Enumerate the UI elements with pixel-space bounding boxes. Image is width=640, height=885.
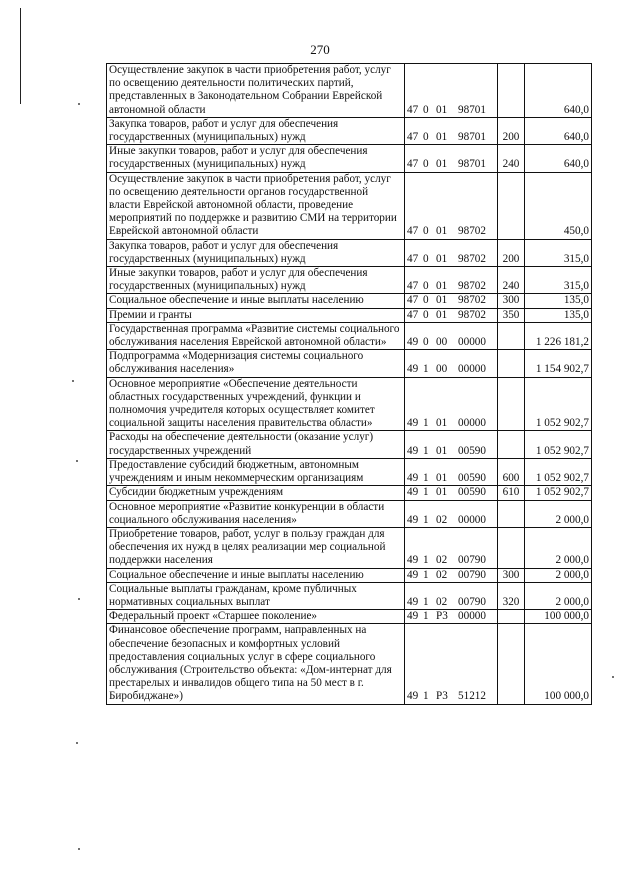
table-row bbox=[107, 624, 592, 704]
code-part: 1 bbox=[423, 513, 429, 526]
code-part: 00 bbox=[436, 363, 448, 376]
table-row bbox=[107, 458, 592, 485]
code-part: P3 bbox=[436, 610, 448, 623]
row-sum-cell: 135,0 bbox=[525, 294, 592, 308]
code-part: 0 bbox=[423, 131, 429, 144]
code-part: 00000 bbox=[458, 363, 486, 376]
code-part: 49 bbox=[407, 690, 419, 703]
row-expense-type-cell: 200 bbox=[498, 239, 525, 266]
row-expense-type-cell bbox=[498, 64, 525, 118]
code-part: 0 bbox=[423, 252, 429, 265]
code-part: P3 bbox=[436, 690, 448, 703]
scan-speck bbox=[76, 460, 78, 462]
table-row bbox=[107, 431, 592, 458]
code-part: 00000 bbox=[458, 513, 486, 526]
row-expense-type-cell bbox=[498, 350, 525, 377]
code-part: 1 bbox=[423, 610, 429, 623]
row-expense-type-cell bbox=[498, 527, 525, 568]
table-row bbox=[107, 294, 592, 308]
row-expense-type-cell bbox=[498, 624, 525, 704]
code-part: 01 bbox=[436, 103, 448, 116]
code-part: 98702 bbox=[458, 308, 486, 321]
code-part: 1 bbox=[423, 444, 429, 457]
code-part: 49 bbox=[407, 444, 419, 457]
code-part: 98701 bbox=[458, 131, 486, 144]
row-name-cell: Закупка товаров, работ и услуг для обеспечения государственных (муниципальных) нужд bbox=[107, 117, 405, 144]
row-name-cell: Основное мероприятие «Обеспечение деятельности областных государственных учреждений, функции и полномочия учредителя которых осуществляет комитет социальной защиты населения правительства области» bbox=[107, 377, 405, 431]
code-part: 98701 bbox=[458, 158, 486, 171]
code-part: 49 bbox=[407, 595, 419, 608]
code-part: 1 bbox=[423, 363, 429, 376]
table-row bbox=[107, 527, 592, 568]
row-name-cell: Иные закупки товаров, работ и услуг для обеспечения государственных (муниципальных) нужд bbox=[107, 267, 405, 294]
row-code-cell bbox=[405, 145, 498, 172]
row-name-cell: Государственная программа «Развитие системы социального обслуживания населения Еврейской автономной области» bbox=[107, 322, 405, 349]
row-sum-cell: 100 000,0 bbox=[525, 624, 592, 704]
code-part: 01 bbox=[436, 444, 448, 457]
row-name-cell: Закупка товаров, работ и услуг для обеспечения государственных (муниципальных) нужд bbox=[107, 239, 405, 266]
code-part: 1 bbox=[423, 472, 429, 485]
row-name-cell: Премии и гранты bbox=[107, 308, 405, 322]
code-part: 1 bbox=[423, 417, 429, 430]
code-part: 1 bbox=[423, 690, 429, 703]
table-row bbox=[107, 486, 592, 500]
code-part: 00590 bbox=[458, 486, 486, 499]
row-code-cell bbox=[405, 582, 498, 609]
scan-speck bbox=[612, 676, 614, 678]
table-row bbox=[107, 117, 592, 144]
table-row bbox=[107, 145, 592, 172]
code-part: 01 bbox=[436, 417, 448, 430]
code-part: 49 bbox=[407, 568, 419, 581]
code-part: 98702 bbox=[458, 294, 486, 307]
row-sum-cell: 450,0 bbox=[525, 172, 592, 239]
code-part: 01 bbox=[436, 486, 448, 499]
code-part: 01 bbox=[436, 252, 448, 265]
row-sum-cell: 315,0 bbox=[525, 267, 592, 294]
row-code-cell bbox=[405, 322, 498, 349]
row-name-cell: Расходы на обеспечение деятельности (оказание услуг) государственных учреждений bbox=[107, 431, 405, 458]
row-expense-type-cell bbox=[498, 610, 525, 624]
row-expense-type-cell bbox=[498, 322, 525, 349]
row-sum-cell: 640,0 bbox=[525, 64, 592, 118]
row-name-cell: Приобретение товаров, работ, услуг в пользу граждан для обеспечения их нужд в целях реализации мер социальной поддержки населения bbox=[107, 527, 405, 568]
row-code-cell bbox=[405, 458, 498, 485]
row-name-cell: Социальные выплаты гражданам, кроме публичных нормативных социальных выплат bbox=[107, 582, 405, 609]
row-code-cell bbox=[405, 431, 498, 458]
table-row bbox=[107, 322, 592, 349]
code-part: 47 bbox=[407, 252, 419, 265]
row-code-cell bbox=[405, 308, 498, 322]
row-sum-cell: 640,0 bbox=[525, 117, 592, 144]
code-part: 1 bbox=[423, 554, 429, 567]
row-expense-type-cell bbox=[498, 431, 525, 458]
code-part: 02 bbox=[436, 595, 448, 608]
code-part: 01 bbox=[436, 308, 448, 321]
row-expense-type-cell bbox=[498, 377, 525, 431]
code-part: 49 bbox=[407, 486, 419, 499]
row-code-cell bbox=[405, 294, 498, 308]
table-row bbox=[107, 610, 592, 624]
row-code-cell bbox=[405, 239, 498, 266]
code-part: 00790 bbox=[458, 554, 486, 567]
table-row bbox=[107, 308, 592, 322]
row-expense-type-cell: 350 bbox=[498, 308, 525, 322]
row-sum-cell: 640,0 bbox=[525, 145, 592, 172]
row-code-cell bbox=[405, 267, 498, 294]
code-part: 0 bbox=[423, 308, 429, 321]
row-name-cell: Социальное обеспечение и иные выплаты населению bbox=[107, 568, 405, 582]
code-part: 0 bbox=[423, 280, 429, 293]
table-row bbox=[107, 172, 592, 239]
row-name-cell: Предоставление субсидий бюджетным, автономным учреждениям и иным некоммерческим организациям bbox=[107, 458, 405, 485]
row-code-cell bbox=[405, 350, 498, 377]
scan-speck bbox=[78, 103, 80, 105]
row-name-cell: Субсидии бюджетным учреждениям bbox=[107, 486, 405, 500]
row-sum-cell: 2 000,0 bbox=[525, 568, 592, 582]
row-sum-cell: 2 000,0 bbox=[525, 500, 592, 527]
code-part: 02 bbox=[436, 554, 448, 567]
code-part: 49 bbox=[407, 336, 419, 349]
scan-speck bbox=[72, 380, 74, 382]
code-part: 00000 bbox=[458, 610, 486, 623]
row-name-cell: Осуществление закупок в части приобретения работ, услуг по освещению деятельности политических партий, представленных в Законодательном Собрании Еврейской автономной области bbox=[107, 64, 405, 118]
row-sum-cell: 315,0 bbox=[525, 239, 592, 266]
row-expense-type-cell: 240 bbox=[498, 267, 525, 294]
table-row bbox=[107, 239, 592, 266]
code-part: 98702 bbox=[458, 225, 486, 238]
row-sum-cell: 1 154 902,7 bbox=[525, 350, 592, 377]
table-row bbox=[107, 582, 592, 609]
code-part: 01 bbox=[436, 280, 448, 293]
row-code-cell bbox=[405, 500, 498, 527]
row-sum-cell: 2 000,0 bbox=[525, 582, 592, 609]
row-code-cell bbox=[405, 377, 498, 431]
row-code-cell bbox=[405, 64, 498, 118]
code-part: 00790 bbox=[458, 595, 486, 608]
code-part: 1 bbox=[423, 568, 429, 581]
code-part: 49 bbox=[407, 363, 419, 376]
row-name-cell: Социальное обеспечение и иные выплаты населению bbox=[107, 294, 405, 308]
row-sum-cell: 1 052 902,7 bbox=[525, 431, 592, 458]
code-part: 49 bbox=[407, 513, 419, 526]
code-part: 0 bbox=[423, 158, 429, 171]
code-part: 49 bbox=[407, 610, 419, 623]
row-sum-cell: 100 000,0 bbox=[525, 610, 592, 624]
table-row bbox=[107, 350, 592, 377]
code-part: 49 bbox=[407, 417, 419, 430]
row-name-cell: Подпрограмма «Модернизация системы социального обслуживания населения» bbox=[107, 350, 405, 377]
code-part: 47 bbox=[407, 280, 419, 293]
code-part: 00000 bbox=[458, 336, 486, 349]
code-part: 0 bbox=[423, 225, 429, 238]
row-expense-type-cell: 300 bbox=[498, 568, 525, 582]
code-part: 00000 bbox=[458, 417, 486, 430]
row-name-cell: Иные закупки товаров, работ и услуг для обеспечения государственных (муниципальных) нужд bbox=[107, 145, 405, 172]
row-code-cell bbox=[405, 610, 498, 624]
row-expense-type-cell: 240 bbox=[498, 145, 525, 172]
row-sum-cell: 1 052 902,7 bbox=[525, 486, 592, 500]
row-sum-cell: 135,0 bbox=[525, 308, 592, 322]
row-sum-cell: 1 052 902,7 bbox=[525, 377, 592, 431]
code-part: 00790 bbox=[458, 568, 486, 581]
code-part: 00590 bbox=[458, 444, 486, 457]
code-part: 0 bbox=[423, 336, 429, 349]
code-part: 02 bbox=[436, 513, 448, 526]
row-expense-type-cell: 300 bbox=[498, 294, 525, 308]
row-name-cell: Основное мероприятие «Развитие конкуренции в области социального обслуживания населения» bbox=[107, 500, 405, 527]
row-code-cell bbox=[405, 624, 498, 704]
code-part: 47 bbox=[407, 294, 419, 307]
code-part: 51212 bbox=[458, 690, 486, 703]
row-expense-type-cell: 200 bbox=[498, 117, 525, 144]
table-row bbox=[107, 267, 592, 294]
code-part: 1 bbox=[423, 595, 429, 608]
budget-table bbox=[106, 63, 592, 705]
row-expense-type-cell: 600 bbox=[498, 458, 525, 485]
code-part: 0 bbox=[423, 294, 429, 307]
code-part: 00 bbox=[436, 336, 448, 349]
row-expense-type-cell bbox=[498, 172, 525, 239]
code-part: 47 bbox=[407, 308, 419, 321]
table-row bbox=[107, 568, 592, 582]
code-part: 01 bbox=[436, 225, 448, 238]
scan-speck bbox=[76, 742, 78, 744]
code-part: 47 bbox=[407, 225, 419, 238]
code-part: 02 bbox=[436, 568, 448, 581]
row-code-cell bbox=[405, 117, 498, 144]
row-name-cell: Федеральный проект «Старшее поколение» bbox=[107, 610, 405, 624]
code-part: 47 bbox=[407, 103, 419, 116]
code-part: 98702 bbox=[458, 252, 486, 265]
code-part: 01 bbox=[436, 158, 448, 171]
page-number: 270 bbox=[310, 42, 330, 57]
code-part: 98701 bbox=[458, 103, 486, 116]
row-code-cell bbox=[405, 486, 498, 500]
code-part: 49 bbox=[407, 554, 419, 567]
row-code-cell bbox=[405, 527, 498, 568]
code-part: 47 bbox=[407, 158, 419, 171]
scan-speck bbox=[78, 598, 80, 600]
code-part: 47 bbox=[407, 131, 419, 144]
row-code-cell bbox=[405, 568, 498, 582]
code-part: 0 bbox=[423, 103, 429, 116]
table-row bbox=[107, 500, 592, 527]
scan-speck bbox=[78, 848, 80, 850]
row-name-cell: Финансовое обеспечение программ, направленных на обеспечение безопасных и комфортных условий предоставления социальных услуг в сфере социального обслуживания (Строительство объекта: «Дом-интернат для престарелых и инвалидов общего типа на 50 мест в г. Биробиджане») bbox=[107, 624, 405, 704]
row-sum-cell: 1 226 181,2 bbox=[525, 322, 592, 349]
row-sum-cell: 1 052 902,7 bbox=[525, 458, 592, 485]
row-expense-type-cell bbox=[498, 500, 525, 527]
code-part: 00590 bbox=[458, 472, 486, 485]
row-expense-type-cell: 320 bbox=[498, 582, 525, 609]
code-part: 01 bbox=[436, 131, 448, 144]
table-row bbox=[107, 64, 592, 118]
code-part: 98702 bbox=[458, 280, 486, 293]
row-sum-cell: 2 000,0 bbox=[525, 527, 592, 568]
code-part: 49 bbox=[407, 472, 419, 485]
code-part: 01 bbox=[436, 472, 448, 485]
row-name-cell: Осуществление закупок в части приобретения работ, услуг по освещению деятельности органов государственной власти Еврейской автономной области, проведение мероприятий по поддержке и развитию СМИ на территории Еврейской автономной области bbox=[107, 172, 405, 239]
code-part: 01 bbox=[436, 294, 448, 307]
code-part: 1 bbox=[423, 486, 429, 499]
table-row bbox=[107, 377, 592, 431]
row-expense-type-cell: 610 bbox=[498, 486, 525, 500]
row-code-cell bbox=[405, 172, 498, 239]
